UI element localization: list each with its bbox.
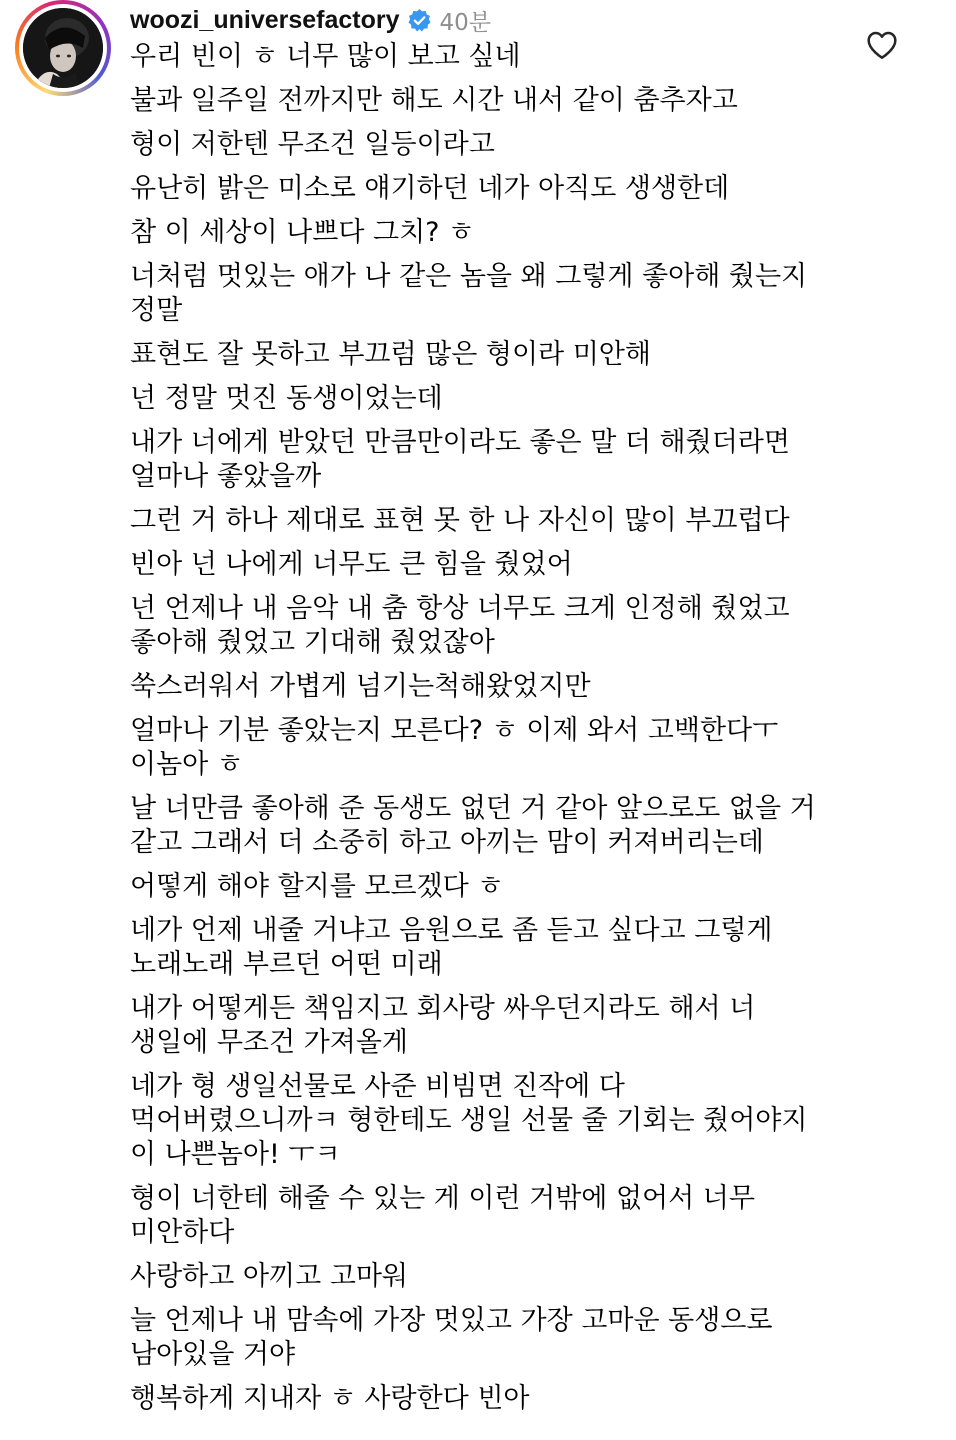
comment-line: 너처럼 멋있는 애가 나 같은 놈을 왜 그렇게 좋아해 줬는지 정말 [130, 261, 808, 326]
comment-line: 쑥스러워서 가볍게 넘기는척해왔었지만 [130, 671, 591, 702]
comment-text [130, 40, 830, 1426]
comment-line: 네가 언제 내줄 거냐고 음원으로 좀 듣고 싶다고 그렇게 노래노래 부르던 어떤 미래 [130, 915, 773, 980]
comment-line: 우리 빈이 ㅎ 너무 많이 보고 싶네 [130, 41, 521, 72]
comment-line: 유난히 밝은 미소로 얘기하던 네가 아직도 생생한데 [130, 173, 730, 204]
avatar-story-ring[interactable] [15, 0, 111, 96]
comment-line: 참 이 세상이 나쁘다 그치? ㅎ [130, 217, 475, 248]
avatar[interactable] [23, 8, 103, 88]
username[interactable]: woozi_universefactory [130, 5, 400, 34]
comment-line: 내가 어떻게든 책임지고 회사랑 싸우던지라도 해서 너 생일에 무조건 가져올게 [130, 993, 756, 1058]
comment-line: 형이 너한테 해줄 수 있는 게 이런 거밖에 없어서 너무 미안하다 [130, 1183, 755, 1248]
timestamp: 40분 [439, 9, 492, 36]
comment-line: 빈아 넌 나에게 너무도 큰 힘을 줬었어 [130, 549, 573, 580]
comment-line: 넌 언제나 내 음악 내 춤 항상 너무도 크게 인정해 줬었고 좋아해 줬었고 기대해 줬었잖아 [130, 593, 790, 658]
comment-line: 어떻게 해야 할지를 모르겠다 ㅎ [130, 871, 504, 902]
comment-line: 얼마나 기분 좋았는지 모른다? ㅎ 이제 와서 고백한다ㅜ 이놈아 ㅎ [130, 715, 779, 780]
comment-line: 내가 너에게 받았던 만큼만이라도 좋은 말 더 해줬더라면 얼마나 좋았을까 [130, 427, 790, 492]
profile-photo-icon [23, 8, 103, 88]
comment-line: 사랑하고 아끼고 고마워 [130, 1261, 408, 1292]
comment-line: 그런 거 하나 제대로 표현 못 한 나 자신이 많이 부끄럽다 [130, 505, 790, 536]
comment-line: 넌 정말 멋진 동생이었는데 [130, 383, 443, 414]
comment-line: 날 너만큼 좋아해 준 동생도 없던 거 같아 앞으로도 없을 거 같고 그래서 더 소중히 하고 아끼는 맘이 커져버리는데 [130, 793, 816, 858]
comment-line: 행복하게 지내자 ㅎ 사랑한다 빈아 [130, 1383, 530, 1414]
verified-badge-icon [407, 8, 432, 33]
comment-line: 불과 일주일 전까지만 해도 시간 내서 같이 춤추자고 [130, 85, 738, 116]
comment-header [130, 2, 491, 38]
heart-outline-icon[interactable] [866, 30, 898, 60]
comment-line: 네가 형 생일선물로 사준 비빔면 진작에 다 먹어버렸으니까ㅋ 형한테도 생일 선물 줄 기회는 줬어야지 이 나쁜놈아! ㅜㅋ [130, 1071, 808, 1170]
comment-line: 형이 저한텐 무조건 일등이라고 [130, 129, 495, 160]
comment-line: 표현도 잘 못하고 부끄럼 많은 형이라 미안해 [130, 339, 651, 370]
comment-line: 늘 언제나 내 맘속에 가장 멋있고 가장 고마운 동생으로 남아있을 거야 [130, 1305, 773, 1370]
